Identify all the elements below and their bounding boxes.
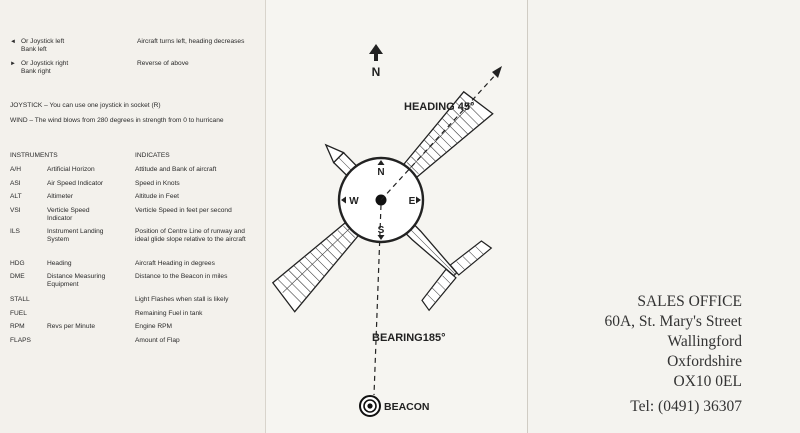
compass-north: N (377, 167, 385, 178)
control-right-effect: Reverse of above (137, 60, 189, 67)
address-line: Oxfordshire (667, 353, 742, 370)
instrument-code: ALT (10, 193, 22, 200)
instrument-name: Altimeter (47, 193, 74, 200)
telephone: Tel: (0491) 36307 (630, 398, 742, 415)
instruments-panel (0, 0, 266, 433)
compass-east: E (408, 196, 416, 207)
control-left: Or Joystick left Bank left (21, 38, 65, 54)
instrument-indicates: Speed in Knots (135, 180, 180, 187)
instrument-name: Artificial Horizon (47, 166, 95, 173)
north-arrow-icon (369, 44, 383, 61)
instrument-name: Heading (47, 260, 72, 267)
instrument-indicates: Remaining Fuel in tank (135, 310, 203, 317)
instrument-code: ILS (10, 228, 20, 235)
address-line: Wallingford (667, 333, 742, 350)
control-right: Or Joystick right Bank right (21, 60, 69, 76)
instrument-indicates: Amount of Flap (135, 337, 180, 344)
instruments-header: INSTRUMENTS (10, 152, 58, 159)
compass-south: S (377, 225, 385, 236)
instrument-name: Instrument Landing System (47, 228, 104, 244)
control-left-effect: Aircraft turns left, heading decreases (137, 38, 245, 45)
compass-west: W (349, 196, 359, 207)
instrument-name: Revs per Minute (47, 323, 96, 330)
instrument-code: FUEL (10, 310, 27, 317)
instrument-indicates: Aircraft Heading in degrees (135, 260, 215, 267)
instrument-indicates: Position of Centre Line of runway and ideal glide slope relative to the aircraft (135, 228, 246, 244)
instrument-code: HDG (10, 260, 25, 267)
instrument-code: VSI (10, 207, 21, 214)
left-arrow-icon: ◄ (10, 39, 16, 45)
aircraft-navigation-diagram (266, 0, 528, 433)
instrument-indicates: Light Flashes when stall is likely (135, 296, 229, 303)
instrument-indicates: Verticle Speed in feet per second (135, 207, 232, 214)
instrument-name: Air Speed Indicator (47, 180, 104, 187)
sales-address (604, 292, 742, 392)
instrument-code: ASI (10, 180, 21, 187)
instrument-indicates: Engine RPM (135, 323, 173, 330)
instrument-indicates: Attitude and Bank of aircraft (135, 166, 217, 173)
north-label: N (371, 65, 381, 79)
instrument-code: FLAPS (10, 337, 31, 344)
navigation-diagram-panel (266, 0, 528, 433)
instrument-indicates: Distance to the Beacon in miles (135, 273, 228, 280)
joystick-note: JOYSTICK – You can use one joystick in socket (R) (10, 102, 161, 109)
instrument-code: A/H (10, 166, 21, 173)
right-arrow-icon: ► (10, 61, 16, 67)
instrument-indicates: Altitude in Feet (135, 193, 179, 200)
wind-note: WIND – The wind blows from 280 degrees in strength from 0 to hurricane (10, 117, 224, 124)
address-line: 60A, St. Mary's Street (604, 313, 742, 330)
beacon-label: BEACON (384, 401, 430, 413)
instrument-name: Verticle Speed Indicator (47, 207, 90, 223)
indicates-header: INDICATES (135, 152, 170, 159)
heading-line (381, 66, 502, 200)
instrument-code: RPM (10, 323, 25, 330)
address-line: OX10 0EL (673, 373, 742, 390)
bearing-label: BEARING185° (372, 332, 446, 344)
instrument-code: DME (10, 273, 25, 280)
sales-office-panel (528, 0, 800, 433)
address-line: SALES OFFICE (637, 293, 742, 310)
instrument-name: Distance Measuring Equipment (47, 273, 106, 289)
instrument-code: STALL (10, 296, 30, 303)
beacon-icon (360, 396, 380, 416)
heading-label: HEADING 45° (404, 101, 475, 113)
